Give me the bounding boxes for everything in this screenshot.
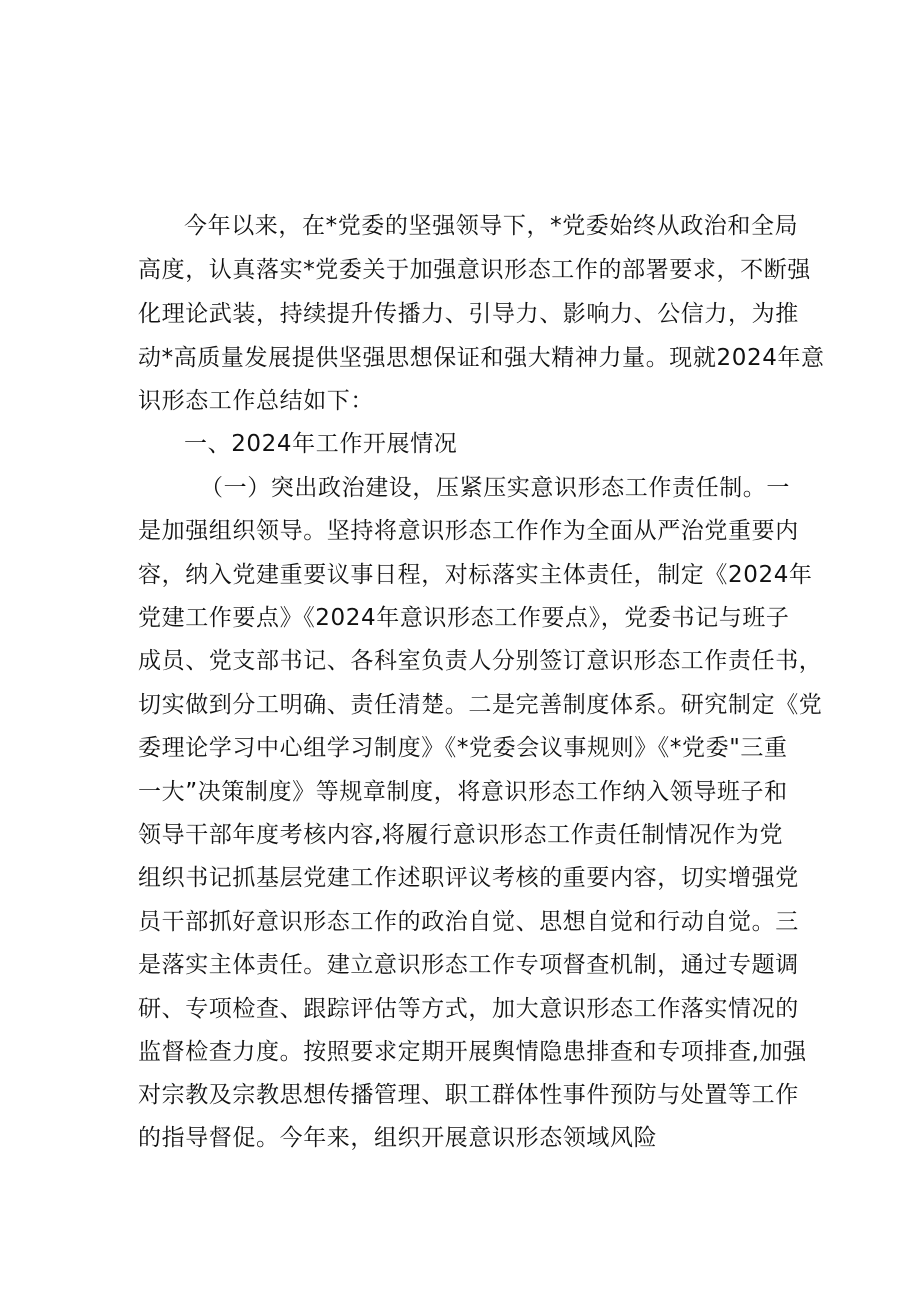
- paragraph-2-line-6: 切实做到分工明确、责任清楚。二是完善制度体系。研究制定《党: [138, 692, 823, 718]
- paragraph-2-line-14: 监督检查力度。按照要求定期开展舆情隐患排查和专项排查,加强: [138, 1039, 807, 1065]
- paragraph-2-line-2: 是加强组织领导。坚持将意识形态工作作为全面从严治党重要内: [138, 518, 799, 544]
- paragraph-1-line-1: 今年以来，在*党委的坚强领导下，*党委始终从政治和全局: [184, 213, 799, 239]
- paragraph-2-line-12: 是落实主体责任。建立意识形态工作专项督查机制，通过专题调: [138, 952, 799, 978]
- section-heading: 一、2024年工作开展情况: [184, 431, 458, 457]
- paragraph-2-line-9: 领导干部年度考核内容,将履行意识形态工作责任制情况作为党: [138, 822, 784, 848]
- paragraph-1-line-2: 高度，认真落实*党委关于加强意识形态工作的部署要求，不断强: [138, 257, 811, 283]
- paragraph-2-line-4: 党建工作要点》《2024年意识形态工作要点》，党委书记与班子: [138, 605, 790, 631]
- paragraph-2-line-16: 的指导督促。今年来，组织开展意识形态领域风险: [138, 1125, 658, 1151]
- paragraph-2-line-3: 容，纳入党建重要议事日程，对标落实主体责任，制定《2024年: [138, 562, 813, 588]
- paragraph-1-line-3: 化理论武装，持续提升传播力、引导力、影响力、公信力，为推: [138, 301, 799, 327]
- paragraph-2-line-15: 对宗教及宗教思想传播管理、职工群体性事件预防与处置等工作: [138, 1082, 799, 1108]
- paragraph-2-line-1: （一）突出政治建设，压紧压实意识形态工作责任制。一: [200, 475, 790, 501]
- paragraph-2-line-11: 员干部抓好意识形态工作的政治自觉、思想自觉和行动自觉。三: [138, 909, 799, 935]
- paragraph-2-line-7: 委理论学习中心组学习制度》《*党委会议事规则》《*党委"三重: [138, 735, 788, 761]
- paragraph-2-line-10: 组织书记抓基层党建工作述职评议考核的重要内容，切实增强党: [138, 865, 799, 891]
- paragraph-2-line-13: 研、专项检查、跟踪评估等方式，加大意识形态工作落实情况的: [138, 996, 799, 1022]
- paragraph-2-line-5: 成员、党支部书记、各科室负责人分别签订意识形态工作责任书，: [138, 648, 823, 674]
- paragraph-1-line-4: 动*高质量发展提供坚强思想保证和强大精神力量。现就2024年意: [138, 345, 825, 371]
- paragraph-1-line-5: 识形态工作总结如下：: [138, 388, 374, 414]
- paragraph-2-line-8: 一大”决策制度》等规章制度，将意识形态工作纳入领导班子和: [138, 779, 788, 805]
